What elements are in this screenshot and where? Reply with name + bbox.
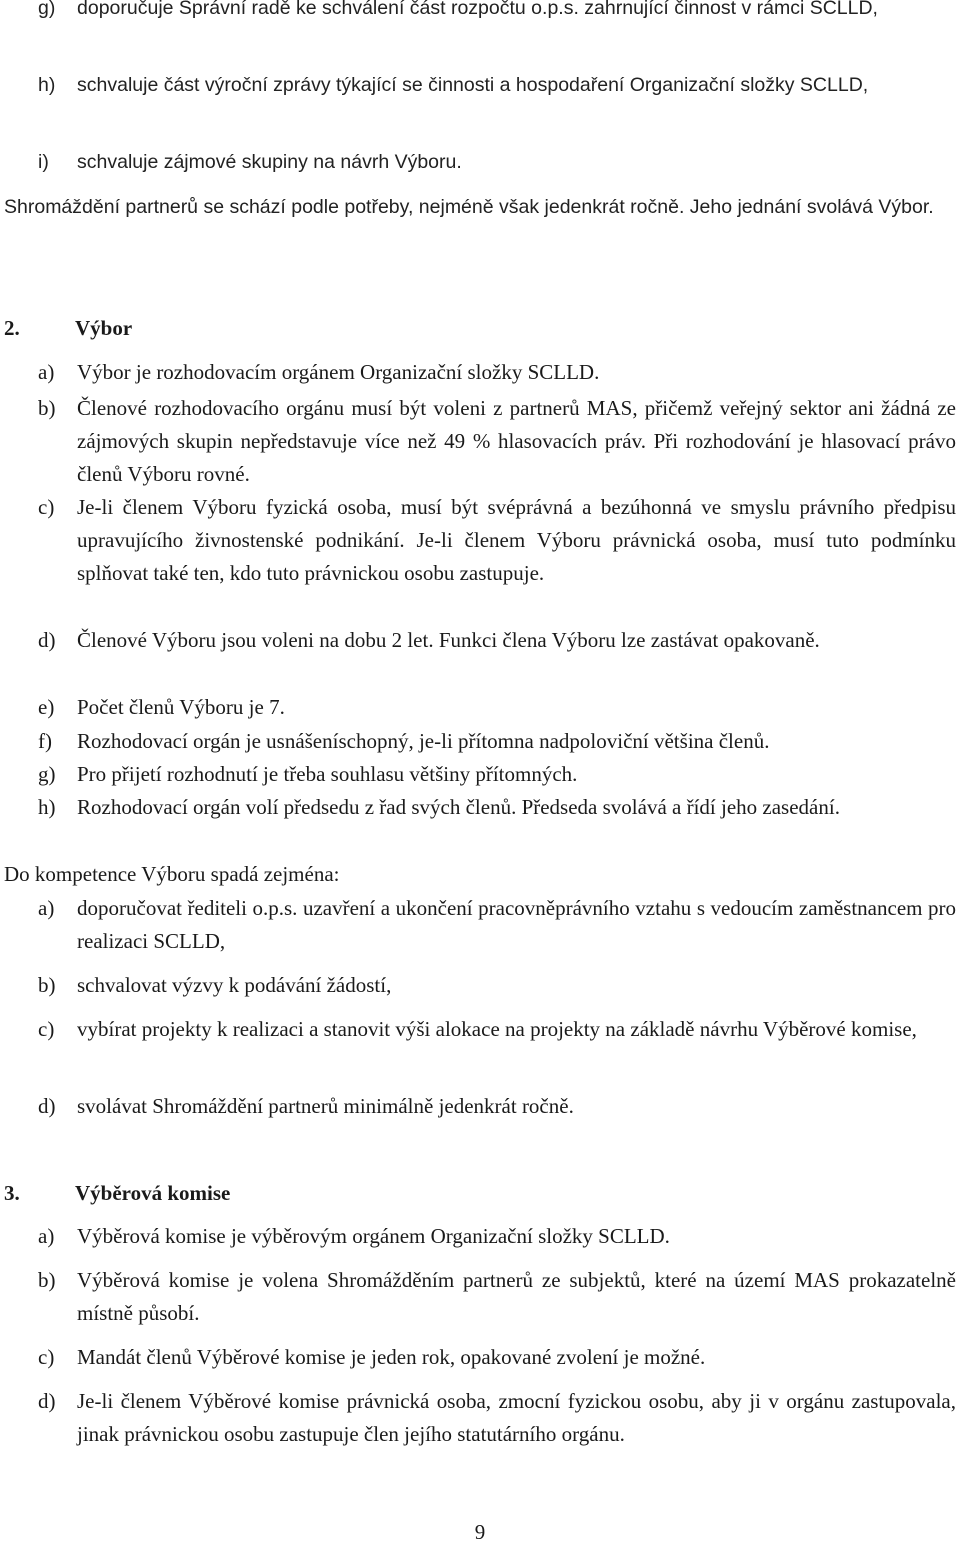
- section-title: Výběrová komise: [75, 1181, 231, 1205]
- section-number: 2.: [4, 316, 20, 340]
- list-item-2a: [38, 356, 956, 389]
- list-label: b): [38, 1268, 56, 1292]
- list-text: Je-li členem Výběrové komise právnická osoba, zmocní fyzickou osobu, aby ji v orgánu zastupovala, jinak právnickou osobu zastupuje člen jejího statutárního orgánu.: [77, 1389, 956, 1446]
- list-text: schvalovat výzvy k podávání žádostí,: [77, 973, 392, 997]
- section-number: 3.: [4, 1181, 20, 1205]
- section-heading-vybor: [4, 312, 132, 345]
- list-item-3d: [38, 1385, 956, 1451]
- list-text: Mandát členů Výběrové komise je jeden rok, opakované zvolení je možné.: [77, 1345, 706, 1369]
- list-label: b): [38, 396, 56, 420]
- list-label: b): [38, 973, 56, 997]
- list-text: schvaluje část výroční zprávy týkající se činnosti a hospodaření Organizační složky SCLLD,: [77, 74, 869, 96]
- list-text: Výbor je rozhodovacím orgánem Organizační složky SCLLD.: [77, 360, 600, 384]
- list-item-i: [38, 146, 956, 179]
- list-label: h): [38, 795, 56, 819]
- list-text: Rozhodovací orgán volí předsedu z řad svých členů. Předseda svolává a řídí jeho zasedání.: [77, 795, 840, 819]
- list-label: c): [38, 1345, 55, 1369]
- list-label: c): [38, 495, 55, 519]
- list-label: g): [38, 762, 56, 786]
- list-text: Výběrová komise je výběrovým orgánem Organizační složky SCLLD.: [77, 1224, 670, 1248]
- competence-intro: Do kompetence Výboru spadá zejména:: [4, 862, 340, 886]
- list-label: c): [38, 1017, 55, 1041]
- list-item-3b: [38, 1264, 956, 1330]
- competence-item-c: [38, 1013, 956, 1046]
- list-text: Členové Výboru jsou voleni na dobu 2 let. Funkci člena Výboru lze zastávat opakovaně.: [77, 628, 820, 652]
- section-heading-vyberova-komise: [4, 1177, 230, 1210]
- list-label: g): [38, 0, 56, 19]
- list-text: doporučovat řediteli o.p.s. uzavření a ukončení pracovněprávního vztahu s vedoucím zaměstnancem pro realizaci SCLLD,: [77, 896, 956, 953]
- list-label: a): [38, 360, 55, 384]
- list-text: Pro přijetí rozhodnutí je třeba souhlasu většiny přítomných.: [77, 762, 578, 786]
- competence-item-a: [38, 892, 956, 958]
- list-label: a): [38, 1224, 55, 1248]
- list-label: a): [38, 896, 55, 920]
- list-label: h): [38, 74, 56, 96]
- list-text: doporučuje Správní radě ke schválení část rozpočtu o.p.s. zahrnující činnost v rámci SCLLD,: [77, 0, 878, 19]
- list-item-2b: [38, 392, 956, 491]
- list-label: d): [38, 628, 56, 652]
- list-label: d): [38, 1094, 56, 1118]
- list-text: Počet členů Výboru je 7.: [77, 695, 285, 719]
- section-title: Výbor: [75, 316, 133, 340]
- list-text: vybírat projekty k realizaci a stanovit výši alokace na projekty na základě návrhu Výběrové komise,: [77, 1017, 917, 1041]
- list-item-2g: [38, 758, 956, 791]
- list-item-g: [38, 0, 956, 25]
- list-label: f): [38, 729, 52, 753]
- list-label: i): [38, 151, 49, 173]
- list-item-3a: [38, 1220, 956, 1253]
- list-item-3c: [38, 1341, 956, 1374]
- list-label: d): [38, 1389, 56, 1413]
- list-item-2c: [38, 491, 956, 590]
- competence-item-b: [38, 969, 956, 1002]
- page-number: 9: [474, 1520, 486, 1544]
- list-item-2d: [38, 624, 956, 657]
- list-text: Je-li členem Výboru fyzická osoba, musí být svéprávná a bezúhonná ve smyslu právního předpisu upravujícího živnostenské podnikání. Je-li členem Výboru právnická osoba, musí tuto podmínku splňovat také ten, kdo tuto právnickou osobu zastupuje.: [77, 495, 956, 585]
- list-text: svolávat Shromáždění partnerů minimálně jedenkrát ročně.: [77, 1094, 574, 1118]
- list-label: e): [38, 695, 55, 719]
- competence-item-d: [38, 1090, 956, 1123]
- list-item-h: [38, 69, 956, 102]
- list-text: schvaluje zájmové skupiny na návrh Výboru.: [77, 151, 462, 173]
- assembly-note: Shromáždění partnerů se schází podle potřeby, nejméně však jedenkrát ročně. Jeho jednání svolává Výbor.: [4, 196, 934, 218]
- list-text: Členové rozhodovacího orgánu musí být voleni z partnerů MAS, přičemž veřejný sektor ani žádná ze zájmových skupin nepředstavuje více než 49 % hlasovacích práv. Při rozhodování je hlasovací právo členů Výboru rovné.: [77, 396, 956, 486]
- list-text: Rozhodovací orgán je usnášeníschopný, je-li přítomna nadpoloviční většina členů.: [77, 729, 770, 753]
- list-item-2h: [38, 791, 956, 824]
- list-item-2f: [38, 725, 956, 758]
- list-text: Výběrová komise je volena Shromážděním partnerů ze subjektů, které na území MAS prokazatelně místně působí.: [77, 1268, 956, 1325]
- list-item-2e: [38, 691, 956, 724]
